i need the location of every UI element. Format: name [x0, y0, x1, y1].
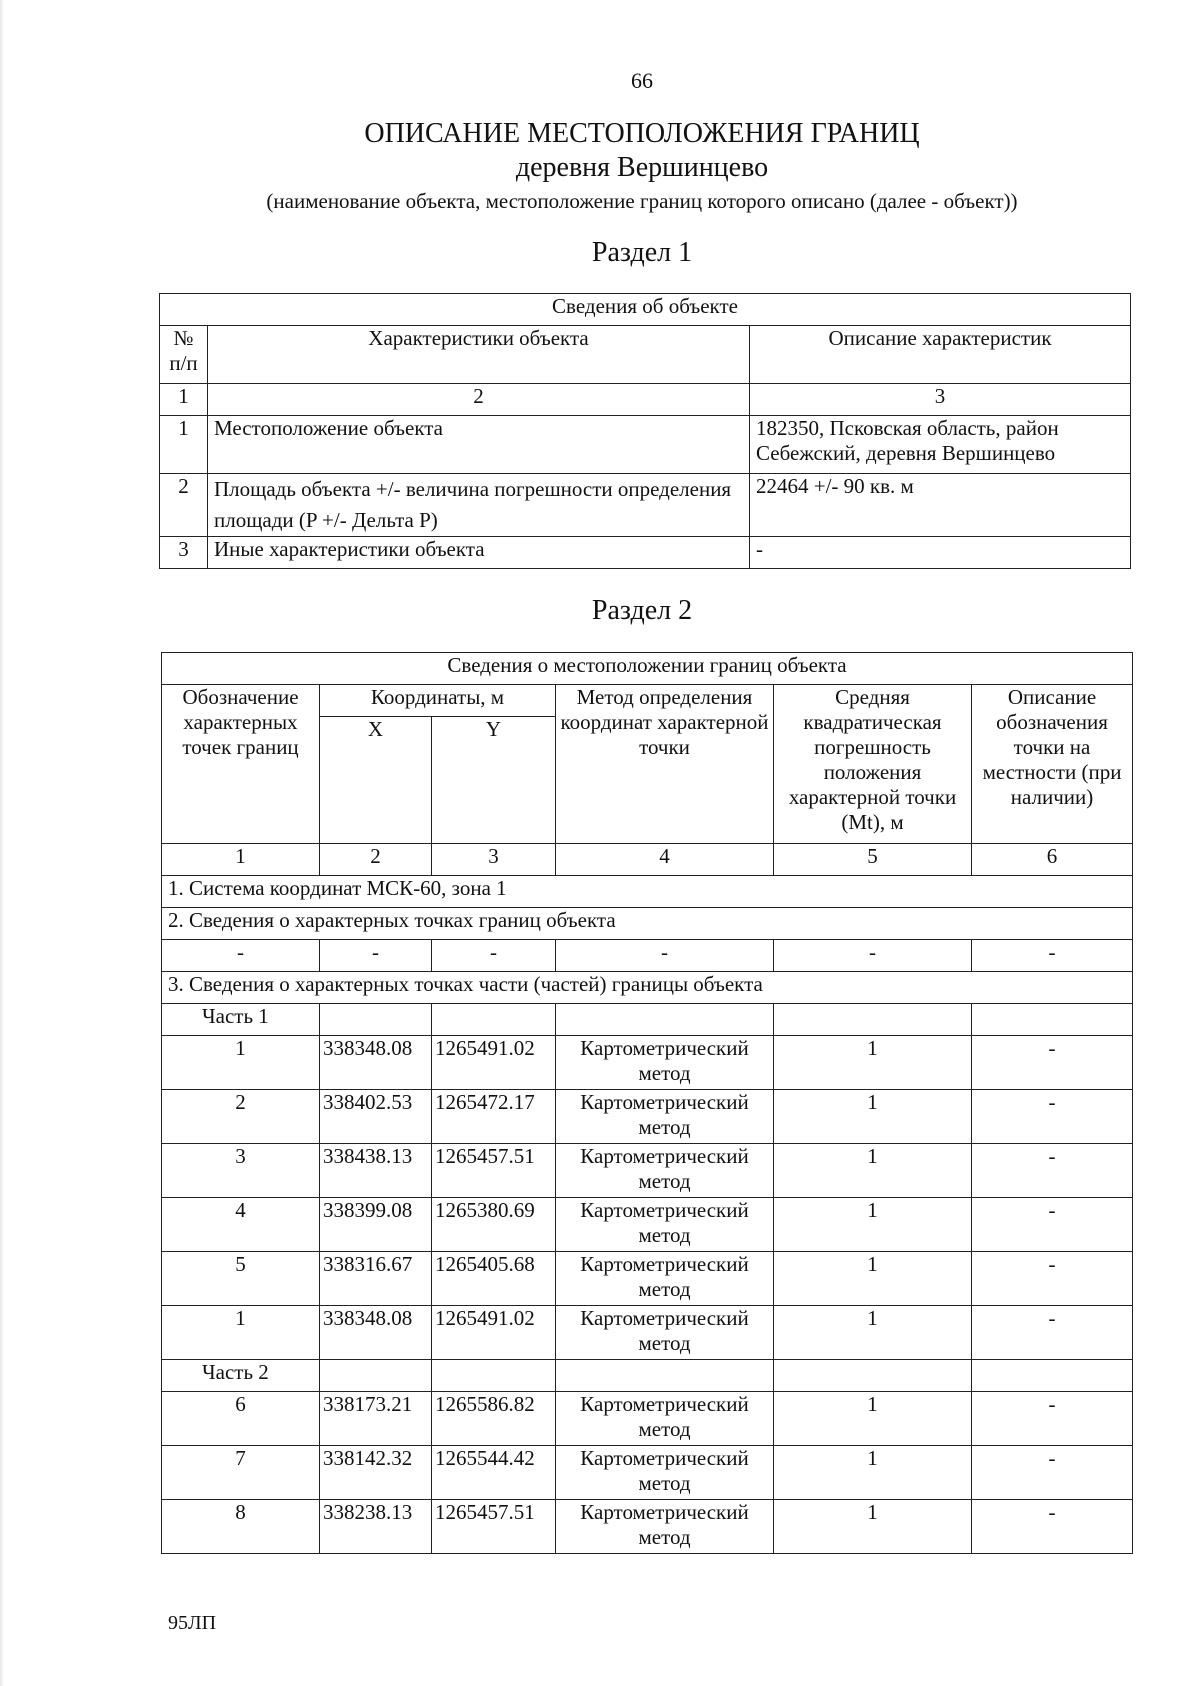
table-row	[162, 1144, 1133, 1198]
header-description: Описание обозначения точки на местности (при наличии)	[972, 685, 1133, 844]
coordinate-y: 1265491.02	[432, 1306, 556, 1360]
boundary-coordinates-table	[161, 652, 1133, 1554]
coordinate-x: 338402.53	[320, 1090, 432, 1144]
object-caption: (наименование объекта, местоположение границ которого описано (далее - объект))	[266, 189, 1018, 213]
page-number: 66	[631, 68, 653, 93]
section-1-heading: Раздел 1	[591, 237, 693, 268]
empty-cell	[556, 1360, 774, 1392]
point-id: 5	[162, 1252, 320, 1306]
row-number: 1	[160, 416, 208, 474]
method: Картометрический метод	[556, 1198, 774, 1252]
row-description: 22464 +/- 90 кв. м	[750, 474, 1131, 537]
row-description: -	[750, 537, 1131, 569]
mean-error: 1	[774, 1392, 972, 1446]
empty-cell	[774, 1360, 972, 1392]
point-id: 2	[162, 1090, 320, 1144]
header-y: Y	[432, 717, 556, 844]
mean-error: 1	[774, 1198, 972, 1252]
header-point: Обозначение характерных точек границ	[162, 685, 320, 844]
table-row	[160, 474, 1131, 537]
coordinate-x: 338348.08	[320, 1036, 432, 1090]
column-number: 3	[432, 844, 556, 876]
mean-error: 1	[774, 1090, 972, 1144]
coordinate-y: 1265472.17	[432, 1090, 556, 1144]
point-description: -	[972, 1306, 1133, 1360]
table-row	[162, 1252, 1133, 1306]
header-x: X	[320, 717, 432, 844]
point-description: -	[972, 1252, 1133, 1306]
coordinate-x: 338399.08	[320, 1198, 432, 1252]
coordinate-y: 1265586.82	[432, 1392, 556, 1446]
row-number: 2	[160, 474, 208, 537]
dash-cell: -	[162, 940, 320, 972]
point-id: 1	[162, 1306, 320, 1360]
method: Картометрический метод	[556, 1392, 774, 1446]
empty-cell	[972, 1360, 1133, 1392]
header-error: Средняя квадратическая погрешность положения характерной точки (Mt), м	[774, 685, 972, 844]
dash-cell: -	[320, 940, 432, 972]
dash-cell: -	[972, 940, 1133, 972]
point-description: -	[972, 1144, 1133, 1198]
empty-cell	[432, 1004, 556, 1036]
header-method: Метод определения координат характерной точки	[556, 685, 774, 844]
coordinate-x: 338348.08	[320, 1306, 432, 1360]
empty-cell	[320, 1360, 432, 1392]
part-header-row	[162, 1004, 1133, 1036]
footer-code: 95ЛП	[168, 1612, 217, 1634]
table-row	[160, 416, 1131, 474]
method: Картометрический метод	[556, 1144, 774, 1198]
table-row	[162, 1446, 1133, 1500]
coordinate-y: 1265380.69	[432, 1198, 556, 1252]
object-points-row: 2. Сведения о характерных точках границ объекта	[162, 908, 1133, 940]
table-row	[162, 1036, 1133, 1090]
point-id: 6	[162, 1392, 320, 1446]
column-number: 3	[750, 384, 1131, 416]
dash-cell: -	[432, 940, 556, 972]
coordinate-system-row: 1. Система координат МСК-60, зона 1	[162, 876, 1133, 908]
empty-cell	[556, 1004, 774, 1036]
empty-cell	[432, 1360, 556, 1392]
column-number: 2	[208, 384, 750, 416]
table-row	[162, 1306, 1133, 1360]
point-id: 8	[162, 1500, 320, 1554]
header-description: Описание характеристик	[750, 326, 1131, 384]
table-row	[160, 537, 1131, 569]
coordinate-y: 1265457.51	[432, 1500, 556, 1554]
object-info-table	[159, 293, 1131, 569]
table-row	[162, 940, 1133, 972]
column-number: 2	[320, 844, 432, 876]
row-characteristic: Местоположение объекта	[208, 416, 750, 474]
column-number: 1	[162, 844, 320, 876]
object-parts-row: 3. Сведения о характерных точках части (частей) границы объекта	[162, 972, 1133, 1004]
mean-error: 1	[774, 1446, 972, 1500]
coordinate-y: 1265544.42	[432, 1446, 556, 1500]
dash-cell: -	[556, 940, 774, 972]
mean-error: 1	[774, 1144, 972, 1198]
point-description: -	[972, 1500, 1133, 1554]
empty-cell	[972, 1004, 1133, 1036]
column-number: 4	[556, 844, 774, 876]
section-2-heading: Раздел 2	[591, 595, 693, 626]
point-id: 1	[162, 1036, 320, 1090]
point-description: -	[972, 1036, 1133, 1090]
method: Картометрический метод	[556, 1446, 774, 1500]
point-description: -	[972, 1446, 1133, 1500]
mean-error: 1	[774, 1036, 972, 1090]
point-description: -	[972, 1090, 1133, 1144]
header-coords: Координаты, м	[320, 685, 556, 717]
part-header-row	[162, 1360, 1133, 1392]
mean-error: 1	[774, 1306, 972, 1360]
coordinate-x: 338142.32	[320, 1446, 432, 1500]
object-name: деревня Вершинцево	[515, 152, 769, 183]
document-title: ОПИСАНИЕ МЕСТОПОЛОЖЕНИЯ ГРАНИЦ	[364, 118, 920, 149]
table-row	[162, 1392, 1133, 1446]
method: Картометрический метод	[556, 1036, 774, 1090]
coordinate-y: 1265457.51	[432, 1144, 556, 1198]
method: Картометрический метод	[556, 1252, 774, 1306]
table-row	[162, 1198, 1133, 1252]
coordinate-y: 1265491.02	[432, 1036, 556, 1090]
part-label: Часть 2	[162, 1360, 320, 1392]
row-characteristic: Иные характеристики объекта	[208, 537, 750, 569]
table-title: Сведения об объекте	[160, 294, 1131, 326]
coordinate-x: 338316.67	[320, 1252, 432, 1306]
point-description: -	[972, 1392, 1133, 1446]
coordinate-x: 338238.13	[320, 1500, 432, 1554]
part-label: Часть 1	[162, 1004, 320, 1036]
method: Картометрический метод	[556, 1090, 774, 1144]
row-description: 182350, Псковская область, район Себежский, деревня Вершинцево	[750, 416, 1131, 474]
point-id: 3	[162, 1144, 320, 1198]
coordinate-y: 1265405.68	[432, 1252, 556, 1306]
method: Картометрический метод	[556, 1500, 774, 1554]
header-characteristic: Характеристики объекта	[208, 326, 750, 384]
dash-cell: -	[774, 940, 972, 972]
coordinate-x: 338173.21	[320, 1392, 432, 1446]
method: Картометрический метод	[556, 1306, 774, 1360]
empty-cell	[320, 1004, 432, 1036]
point-description: -	[972, 1198, 1133, 1252]
mean-error: 1	[774, 1500, 972, 1554]
column-number: 1	[160, 384, 208, 416]
row-characteristic: Площадь объекта +/- величина погрешности определения площади (P +/- Дельта P)	[208, 474, 750, 537]
table-row	[162, 1090, 1133, 1144]
point-id: 7	[162, 1446, 320, 1500]
table-row	[162, 1500, 1133, 1554]
empty-cell	[774, 1004, 972, 1036]
point-id: 4	[162, 1198, 320, 1252]
row-number: 3	[160, 537, 208, 569]
coordinate-x: 338438.13	[320, 1144, 432, 1198]
mean-error: 1	[774, 1252, 972, 1306]
table-title: Сведения о местоположении границ объекта	[162, 653, 1133, 685]
header-number: № п/п	[160, 326, 208, 384]
column-number: 6	[972, 844, 1133, 876]
column-number: 5	[774, 844, 972, 876]
